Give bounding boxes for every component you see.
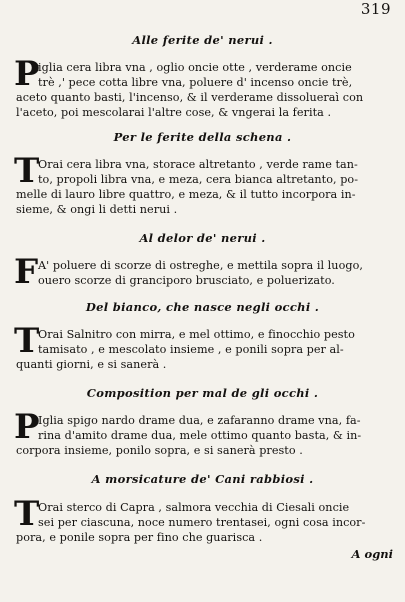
text-line: Iglia spigo nardo drame dua, e zafaranno drame vna, fa- [38,414,361,427]
drop-cap: T [14,321,40,361]
text-line: corpora insieme, ponilo sopra, e si sanerà presto . [16,444,303,457]
drop-cap: F [14,252,39,292]
catchword: A ogni [351,547,393,561]
text-line: sieme, & ongi li detti nerui . [16,203,178,216]
text-line: aceto quanto basti, l'incenso, & il verderame dissolueraì con [16,91,364,104]
page-number: 319 [360,0,391,18]
text-line: sei per ciascuna, noce numero trentasei, ogni cosa incor- [38,516,366,529]
section-heading: A morsicature de' Cani rabbiosi . [91,472,314,486]
text-line: A' poluere di scorze di ostreghe, e mettila sopra il luogo, [38,259,363,272]
drop-cap: T [14,494,40,534]
text-line: melle di lauro libre quattro, e meza, & il tutto incorpora in- [16,188,356,201]
text-line: tamisato , e mescolato insieme , e ponili sopra per al- [38,343,344,356]
section-heading: Alle ferite de' nerui . [132,33,273,47]
text-line: pora, e ponile sopra per fino che guarisca . [16,531,263,544]
drop-cap: T [14,151,40,191]
drop-cap: P [14,54,40,94]
text-line: Orai Salnitro con mirra, e mel ottimo, e finocchio pesto [38,328,355,341]
section-heading: Per le ferite della schena . [113,130,292,144]
section-heading: Al delor de' nerui . [139,231,266,245]
text-line: ouero scorze di granciporo brusciato, e poluerizato. [38,274,335,287]
text-line: Orai sterco di Capra , salmora vecchia di Ciesali oncie [38,501,350,514]
text-line: to, propoli libra vna, e meza, cera bianca altretanto, po- [38,173,359,186]
text-line: Orai cera libra vna, storace altretanto , verde rame tan- [38,158,358,171]
drop-cap: P [14,407,40,447]
text-line: l'aceto, poi mescolarai l'altre cose, & vngerai la ferita . [16,106,332,119]
text-line: iglia cera libra vna , oglio oncie otte , verderame oncie [38,61,352,74]
text-line: trè ,' pece cotta libre vna, poluere d' incenso oncie trè, [38,76,353,89]
section-heading: Del bianco, che nasce negli occhi . [85,300,320,314]
text-line: quanti giorni, e si sanerà . [16,358,167,371]
text-line: rina d'amito drame dua, mele ottimo quanto basta, & in- [38,429,362,442]
section-heading: Composition per mal de gli occhi . [86,386,319,400]
